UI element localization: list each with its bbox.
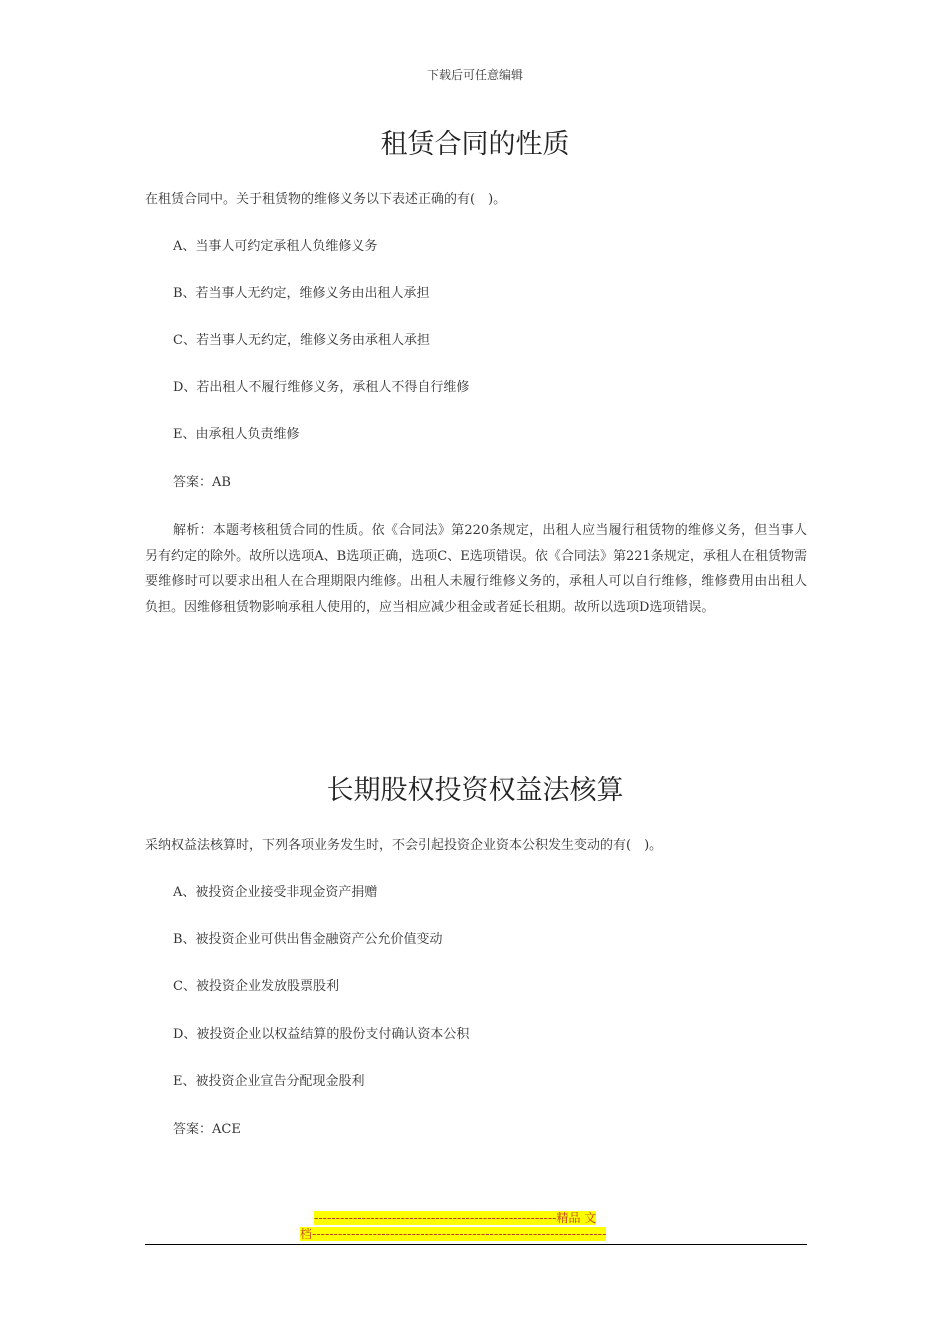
section1-option-a: A、当事人可约定承租人负维修义务 <box>173 239 378 254</box>
footer-banner-line2: 档-------------------------------------------------------------------- <box>300 1227 607 1241</box>
section2-question: 采纳权益法核算时，下列各项业务发生时，不会引起投资企业资本公积发生变动的有( )。 <box>145 838 663 853</box>
section2-title: 长期股权投资权益法核算 <box>326 775 624 806</box>
section2-option-b: B、被投资企业可供出售金融资产公允价值变动 <box>173 932 443 947</box>
section1-option-b: B、若当事人无约定，维修义务由出租人承担 <box>173 286 430 301</box>
section1-answer: 答案：AB <box>173 475 231 490</box>
section1-explanation: 解析：本题考核租赁合同的性质。依《合同法》第220条规定，出租人应当履行租赁物的维修义务，但当事人另有约定的除外。故所以选项A、B选项正确，选项C、E选项错误。依《合同法》第221条规定，承租人在租赁物需要维修时可以要求出租人在合理期限内维修。出租人未履行维修义务的，承租人可以自行维修，维修费用由出租人负担。因维修租赁物影响承租人使用的，应当相应减少租金或者延长租期。故所以选项D选项错误。 <box>145 523 807 615</box>
footer-banner <box>300 1210 650 1242</box>
section2-option-d: D、被投资企业以权益结算的股份支付确认资本公积 <box>173 1027 470 1042</box>
section1-option-d: D、若出租人不履行维修义务，承租人不得自行维修 <box>173 380 470 395</box>
section1-option-e: E、由承租人负责维修 <box>173 427 300 442</box>
header-note: 下载后可任意编辑 <box>426 68 523 82</box>
section2-option-a: A、被投资企业接受非现金资产捐赠 <box>173 885 378 900</box>
section2-option-e: E、被投资企业宣告分配现金股利 <box>173 1074 365 1089</box>
section1-option-c: C、若当事人无约定，维修义务由承租人承担 <box>173 333 430 348</box>
section2-option-c: C、被投资企业发放股票股利 <box>173 979 339 994</box>
section1-question: 在租赁合同中。关于租赁物的维修义务以下表述正确的有( )。 <box>145 192 507 207</box>
section2-answer: 答案：ACE <box>173 1122 241 1137</box>
footer-divider <box>145 1244 807 1245</box>
section1-title: 租赁合同的性质 <box>380 129 570 160</box>
footer-banner-line1: --------------------------------------------------------精品 文 <box>314 1211 597 1225</box>
